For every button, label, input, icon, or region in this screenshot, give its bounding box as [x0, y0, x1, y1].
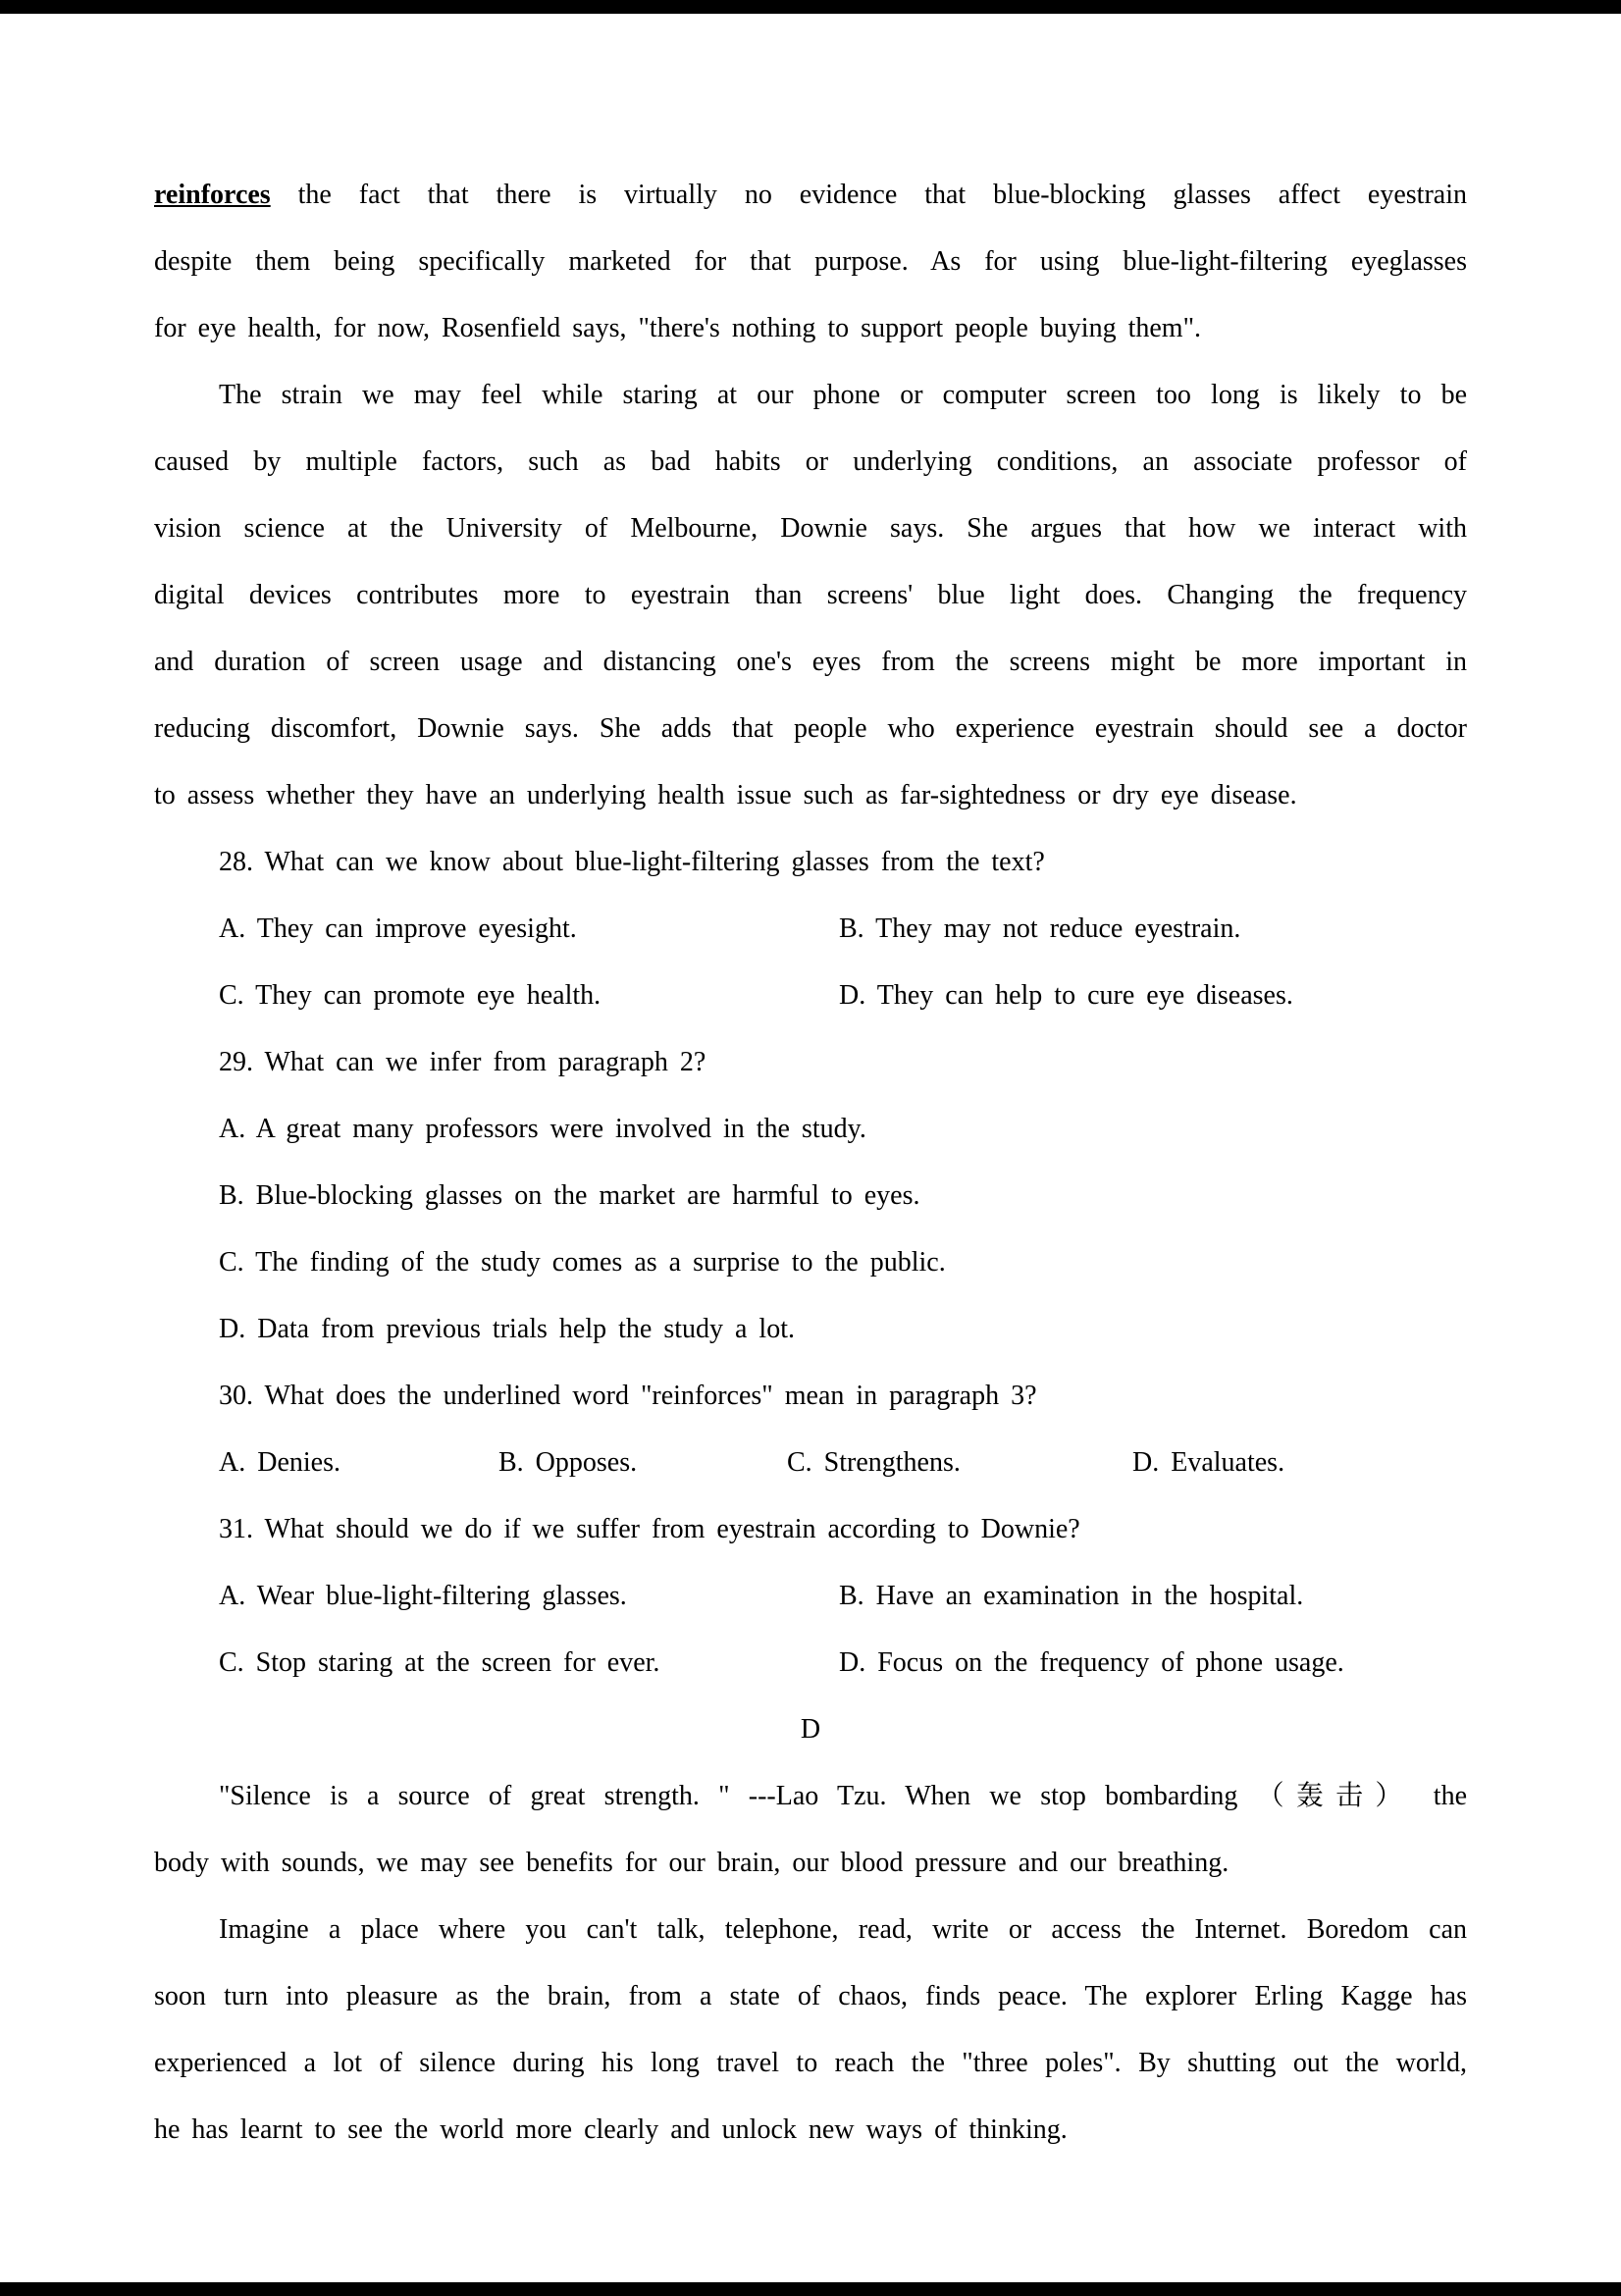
question-28-options-row [154, 963, 1467, 1029]
passage-line: vision science at the University of Melbourne, Downie says. She argues that how we interact with [154, 513, 1467, 544]
passage-line: body with sounds, we may see benefits for our brain, our blood pressure and our breathing. [154, 1848, 1229, 1878]
passage-line: and duration of screen usage and distancing one's eyes from the screens might be more important in [154, 647, 1467, 677]
passage-line: to assess whether they have an underlying health issue such as far-sightedness or dry eye disease. [154, 780, 1297, 810]
page-top-edge [0, 0, 1621, 14]
section-d-heading: D [800, 1714, 821, 1745]
question-31-options-row [154, 1563, 1467, 1630]
question-29-option-d: D. Data from previous trials help the study a lot. [219, 1314, 795, 1344]
question-30-options-row [154, 1430, 1467, 1496]
passage-line: The strain we may feel while staring at our phone or computer screen too long is likely to be [219, 380, 1467, 410]
question-31-option-c: C. Stop staring at the screen for ever. [219, 1647, 660, 1678]
passage-line: reducing discomfort, Downie says. She adds that people who experience eyestrain should see a doctor [154, 713, 1467, 744]
question-31-option-d: D. Focus on the frequency of phone usage. [839, 1647, 1344, 1678]
question-31-option-a: A. Wear blue-light-filtering glasses. [219, 1581, 627, 1611]
question-30-option-c: C. Strengthens. [787, 1447, 961, 1478]
underlined-word-reinforces: reinforces [154, 180, 271, 210]
passage-line: for eye health, for now, Rosenfield says, "there's nothing to support people buying them". [154, 313, 1201, 343]
question-31-option-b: B. Have an examination in the hospital. [839, 1581, 1304, 1611]
question-29-option-a: A. A great many professors were involved in the study. [219, 1114, 866, 1144]
question-28-options-row [154, 896, 1467, 963]
passage-line: "Silence is a source of great strength. " ---Lao Tzu. When we stop bombarding （轰击） the [219, 1781, 1467, 1811]
question-31-stem: 31. What should we do if we suffer from eyestrain according to Downie? [219, 1514, 1080, 1544]
passage-line: he has learnt to see the world more clearly and unlock new ways of thinking. [154, 2114, 1068, 2145]
question-30-option-b: B. Opposes. [498, 1447, 638, 1478]
passage-line: soon turn into pleasure as the brain, from a state of chaos, finds peace. The explorer Erling Kagge has [154, 1981, 1467, 2011]
passage-line [154, 162, 1467, 229]
passage-line: digital devices contributes more to eyestrain than screens' blue light does. Changing the frequency [154, 580, 1467, 610]
question-29-option-b: B. Blue-blocking glasses on the market are harmful to eyes. [219, 1180, 920, 1211]
question-30-option-a: A. Denies. [219, 1447, 340, 1478]
question-31-options-row [154, 1630, 1467, 1696]
passage-line: Imagine a place where you can't talk, telephone, read, write or access the Internet. Boredom can [219, 1914, 1467, 1945]
passage-line-text: the fact that there is virtually no evidence that blue-blocking glasses affect eyestrain [270, 180, 1467, 210]
question-30-option-d: D. Evaluates. [1132, 1447, 1285, 1478]
question-28-option-c: C. They can promote eye health. [219, 980, 601, 1011]
question-30-stem: 30. What does the underlined word "reinforces" mean in paragraph 3? [219, 1381, 1037, 1411]
question-28-option-a: A. They can improve eyesight. [219, 913, 577, 944]
passage-line: experienced a lot of silence during his long travel to reach the "three poles". By shutting out the world, [154, 2048, 1467, 2078]
passage-line: caused by multiple factors, such as bad habits or underlying conditions, an associate professor of [154, 446, 1467, 477]
question-28-stem: 28. What can we know about blue-light-filtering glasses from the text? [219, 847, 1045, 877]
passage-line: despite them being specifically marketed for that purpose. As for using blue-light-filtering eyeglasses [154, 246, 1467, 277]
page-text-column [154, 162, 1467, 2164]
question-29-stem: 29. What can we infer from paragraph 2? [219, 1047, 706, 1077]
question-28-option-b: B. They may not reduce eyestrain. [839, 913, 1241, 944]
question-28-option-d: D. They can help to cure eye diseases. [839, 980, 1293, 1011]
page-bottom-edge [0, 2282, 1621, 2296]
question-29-option-c: C. The finding of the study comes as a surprise to the public. [219, 1247, 946, 1278]
